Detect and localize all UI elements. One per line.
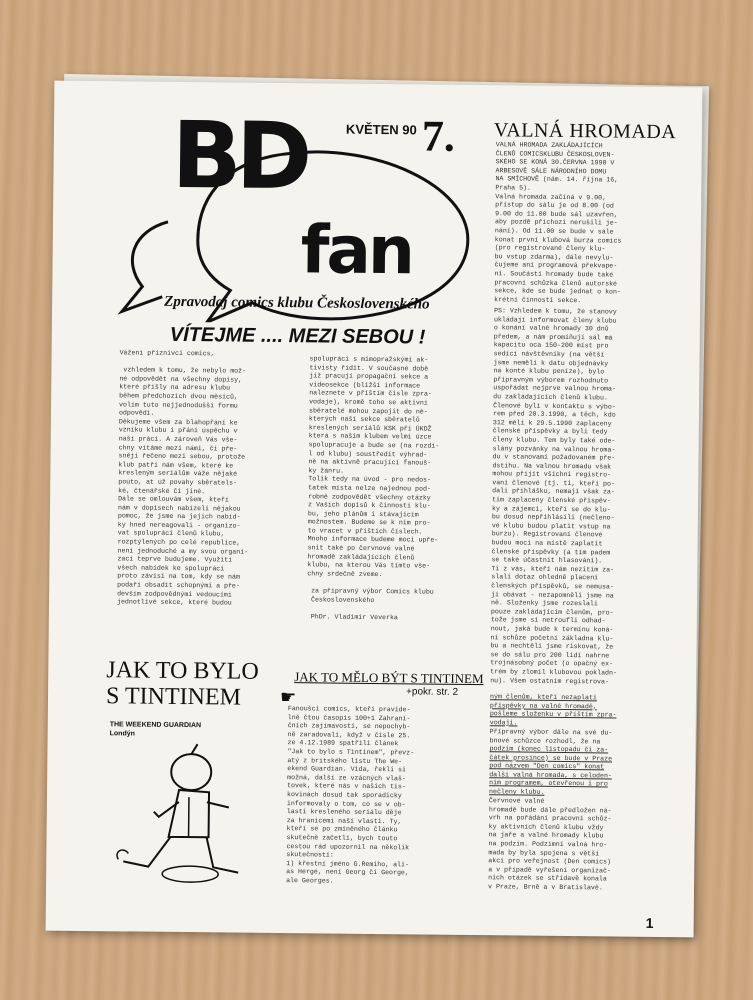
welcome-headline: VÍTEJME .... MEZI SEBOU !: [169, 323, 426, 349]
continued-note: +pokr. str. 2: [406, 686, 459, 698]
valna-ps: PS: Vzhledem k tomu, že stanovy ukládají informovat členy klubu o konání valné hromady 30 dnů předem, a nám promiňují sál má kapacitu oca 150-200 míst pro sedící návštěvníky (na větší jsme neměli k datu objednávky na konté klubu peníze), bylo přípravným výborem rozhodnuto uspořádat nejprve valnou hroma- du zakládajících členů klubu. Členové byli v kontaktu s výbo- rem před 20.3.1990, a těch, kdo 312 měli k 29.5.1990 zaplaceny členské příspěvky a byli tedy členy klubu. Tem byly také ode- slány pozvánky na valnou hroma- du v stanovami požadovaném pře- dstihu. Na valnou hromadu však mohou přijít všichni registro- vaní členové (tj. ti, kteří po- dali přihlášku, nemají však za- tím zaplaceny členské příspěv- ky a zájemci, kteří se do klu- bu dosud nepřihlásili (nečleno- vé klubu budou platit vstup na burzu). Registrovaní členové budou moci na místě zaplatit členské příspěvky (a tím padem se také účastnit hlasování). Ti z vás, kteří nám nezitím za- slali dotaz ohledně placení členských příspěvků, se nemusa- jí obávat - nezapomněli jsme na ně. Složenky jsme rozeslali pouze zakládajícím členům, pro- tože jsme si netroufli odhad- nout, jaká bude k termínu koná- ní schůze početní základna klu- bu a nechtěli jsme riskovat, že se do sálu pro 200 lidí nahrne trojnásobný počet (o opačný ex- trém by zlomil klubovou pokladn- nu). Všem ostatním registrova-: [490, 307, 617, 686]
valna-underlined-1: ným členům, kteří nezaplatí příspěvky na valné hromadě, pošleme složenku v příštím zpra- vodaji.: [489, 693, 617, 727]
masthead-subtitle: Zpravodaj comics klubu Československého: [164, 293, 430, 313]
jak-melo-title: JAK TO MĚLO BÝT S TINTINEM: [294, 669, 484, 687]
valna-underlined-2: podzim (konec listopadu či za- čátek prosince) se bude v Praze pod názvem "Den comics" konat další valná hromada, s celoden- ním programem, otevřenou i pro nečleny klubu.: [489, 745, 613, 796]
welcome-right-column: spoluprácí s mimopražskými ak- tivisty řídit. V současné době již pracují propagační sekce a videosekce (bližší informace naleznete v příštím čísle zpra- vodaje), kromě toho se aktivní sběratelé mohou zapojit do ně- kterých naší sekce sběratelů kreslených seriálů KSK při ÚKDŽ která s naším klubem velmi úzce spolupracuje a bude se (na rozdí- l od klubu) soustředit výhrad- ně na aktivně pracující fanouš- ky žánru. Tolik tedy na úvod - pro nedos- tatek místa nelze najednou pod- robně zodpovědět všechny otázky z Vašich dopisů k činnosti klu- bu, jeho plánům i stávajícím možnostem. Budeme se k nim pro- to vracet v příštích číslech. Mnoho informace budeme moci upře- snit také po červnové valné hromadě zakládajících členů klubu, na kterou Vás tímto vše- chny srdečně zveme. za přípravný výbor Comics klubu Československého PhDr. Vladimír Veverka: [306, 355, 440, 622]
logo-bd: BD: [171, 101, 307, 211]
issue-date: KVĚTEN 90: [345, 121, 417, 138]
tintin-title-line2: S TINTINEM: [105, 683, 242, 711]
pointing-hand-icon: ☛: [279, 687, 297, 708]
tintin-title-line1: JAK TO BYLO: [106, 657, 259, 685]
logo-fan: fan: [300, 211, 413, 290]
tintin-source-1: THE WEEKEND GUARDIAN: [109, 721, 202, 730]
masthead: [52, 81, 484, 325]
valna-intro: VALNÁ HROMADA ZAKLÁDAJÍCÍCH ČLENŮ COMICSKLUBU ČESKOSLOVEN- SKÉHO SE KONÁ 30.ČERVNA 1990 V ARBESOVĚ SÁLE NÁRODNÍHO DOMU NA SMÍCHOVĚ (nám. 14. října 16, Praha 5). Valná hromada začíná v 9.00, přístup do sálu je od 8.00 (od 9.00 do 11.00 bude sál uzavřen, aby pozdě příchozí nerušili je- nání). Od 11.00 se bude v sále konat první klubová burza comics (pro registrované členy klu- bu vstup zdarma), dále nevylu- čujeme ani programová překvape- ní. Součástí hromady bude také pracovní schůzka členů autorské sekce, kde se bude jednat o kon- krétní činnosti sekce.: [494, 141, 622, 304]
newsletter-page: [46, 81, 703, 938]
valna-continued: Přípravný výbor dále na své du- bnové schůzce rozhodl, že na: [489, 728, 613, 745]
tintin-illustration: [98, 741, 250, 893]
issue-number: 7.: [421, 111, 456, 161]
tintin-source-2: Londýn: [109, 730, 135, 738]
welcome-left-column: Vážení příznivci comics, vzhledem k tomu, že nebylo mož- né odpovědět na všechny dopisy, které přišly na adresu klubu během předchozích dvou měsíců, volím tuto nejjednodušší formu odpovědi. Děkujeme všem za blahopřání ke vzniku klubu i přání úspěchu v naší práci. A zároveň Vás vše- chny vítáme mezi námi, či pře- sněji řečeno mezi sebou, protože klub patří nám všem, které ke kresleným seriálům váže nějaké pouto, at už povahy sběratels- ké, čtenářské či jiné. Dále se omlouvám všem, kteří nám v dopisech nabízeli nějakou pomoc, že jsme na jejich nabíd- ky hned nereagovali - organizo- vat spolupráci členů klubu, rozptýlených po celé republice, není jednoduché a my svou organi- zaci teprve budujeme. Využití všech nabídek ke spolupráci proto závisí na tom, kdy se nám podaří obsadit schopnými a pře- devším zodpovědnými vedoucími jednotlivé sekce, které budou: [116, 349, 249, 607]
jak-melo-body: Fanoušci comics, kteří pravide- lně čtou časopis 100+1 Zahraní- čních zajímavostí, se nepochyb- ně zaradovali, když v čísle 25. ze 4.12.1989 spatřili článek "Jak to bylo s Tintinem", převz- atý z britského listu The We- ekend Guardian. Vida, řekli si možná, další ze vzácných vlaš- tovek, které nás v našich tis- kovinách dosud tak sporadicky informovaly o tom, co se v ob- lasti kresleného seriálu děje za hranicemi naší vlasti. Ty, kteří se po zmíněného článku skutečně začetli, bych touto cestou rád upozornil na několik skutečností: 1) křestní jméno G.Remiho, ali- as Hergé, není Georg či George, ale Georges.: [286, 705, 415, 885]
page-number: 1: [645, 914, 654, 931]
valna-title: VALNÁ HROMADA: [493, 119, 677, 144]
valna-closing: Červnové valné hromadě bude dále předložen ná- vrh na pořádání pracovní schůz- ky aktivních členů klubu vždy na jaře a valné hromady klubu na podzim. Podzimní valná hro- mada by byla spojena s větší akcí pro veřejnost (Den comics) a v případě vyřešení organizač- ních otázek se střídavě konala v Praze, Brně a v Bratislavě.: [488, 797, 612, 892]
